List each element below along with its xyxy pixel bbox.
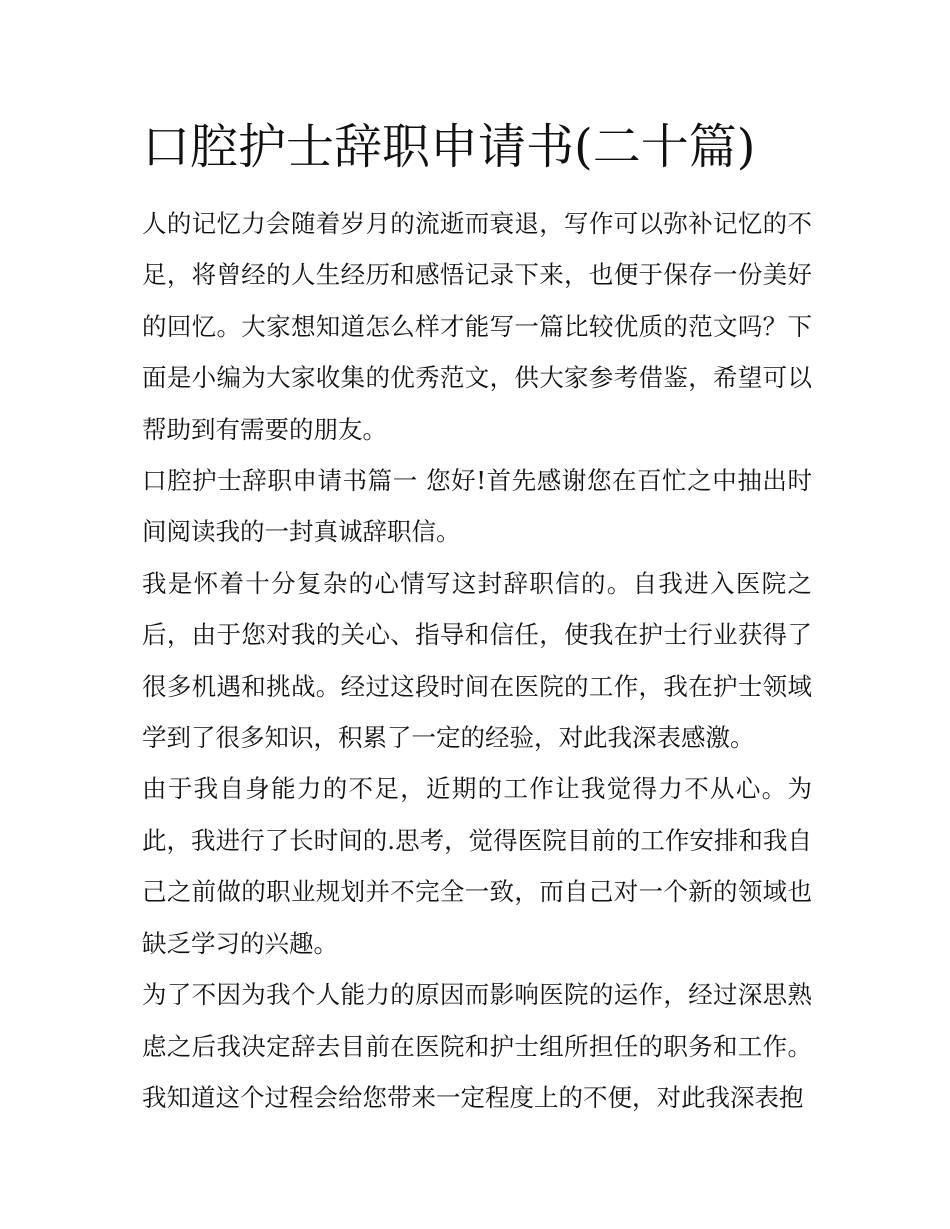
document-body — [142, 198, 812, 1123]
paragraph-reason: 由于我自身能力的不足，近期的工作让我觉得力不从心。为此，我进行了长时间的.思考，觉得医院目前的工作安排和我自己之前做的职业规划并不完全一致，而自己对一个新的领域也缺乏学习的兴趣。 — [142, 774, 812, 958]
paragraph-gratitude: 我是怀着十分复杂的心情写这封辞职信的。自我进入医院之后，由于您对我的关心、指导和信任，使我在护士行业获得了很多机遇和挑战。经过这段时间在医院的工作，我在护士领域学到了很多知识，积累了一定的经验，对此我深表感激。 — [142, 568, 812, 753]
document-title: 口腔护士辞职申请书(二十篇) — [142, 119, 756, 175]
paragraph-intro: 人的记忆力会随着岁月的流逝而衰退，写作可以弥补记忆的不足，将曾经的人生经历和感悟记录下来，也便于保存一份美好的回忆。大家想知道怎么样才能写一篇比较优质的范文吗？下面是小编为大家收集的优秀范文，供大家参考借鉴，希望可以帮助到有需要的朋友。 — [142, 209, 812, 444]
paragraph-decision: 为了不因为我个人能力的原因而影响医院的运作，经过深思熟虑之后我决定辞去目前在医院和护士组所担任的职务和工作。我知道这个过程会给您带来一定程度上的不便，对此我深表抱 — [142, 980, 812, 1112]
paragraph-greeting: 口腔护士辞职申请书篇一 您好!首先感谢您在百忙之中抽出时间阅读我的一封真诚辞职信。 — [142, 466, 812, 547]
